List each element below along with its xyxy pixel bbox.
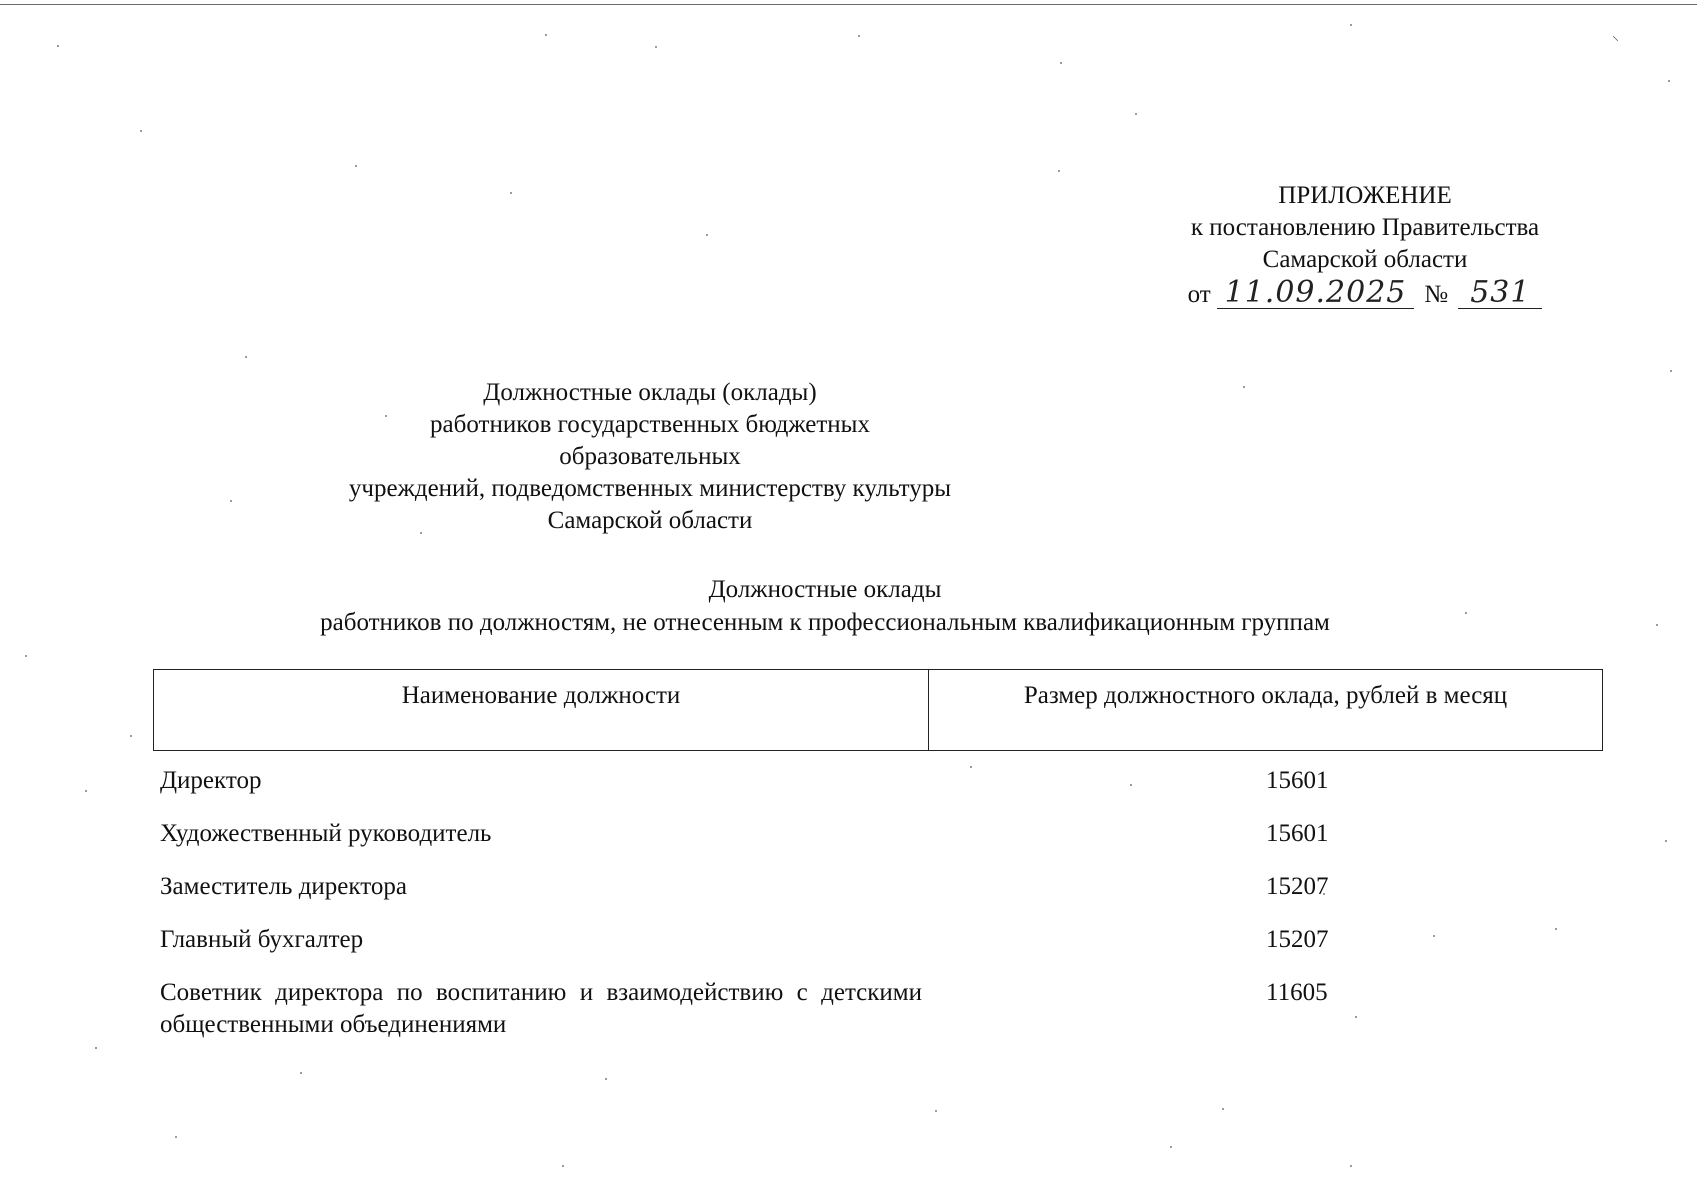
- subtitle-line-2: работников по должностям, не отнесенным к профессиональным квалификационным группам: [320, 609, 1330, 636]
- table-row: [160, 871, 1603, 903]
- scan-corner-mark: ⸜: [1612, 29, 1619, 44]
- salary-value: 15207: [1266, 926, 1329, 953]
- appendix-title: ПРИЛОЖЕНИЕ: [1278, 182, 1452, 209]
- handwritten-number: 531: [1458, 278, 1542, 309]
- table-row: [160, 977, 1603, 1041]
- number-prefix: №: [1424, 281, 1449, 308]
- title-line-4: Самарской области: [547, 507, 753, 534]
- section-subtitle: [150, 573, 1500, 639]
- table-row: [160, 765, 1603, 797]
- appendix-line-1: к постановлению Правительства: [1190, 214, 1540, 241]
- date-prefix: от: [1187, 281, 1211, 308]
- position-name: Директор: [160, 767, 262, 794]
- salary-table-body: [160, 765, 1603, 1062]
- title-line-3: учреждений, подведомственных министерству культуры: [348, 475, 952, 502]
- salary-value: 15601: [1266, 767, 1329, 794]
- salary-table-header: [153, 669, 1603, 751]
- position-name: Художественный руководитель: [160, 820, 492, 847]
- title-line-2: работников государственных бюджетных образовательных: [430, 411, 870, 470]
- table-row: [160, 924, 1603, 956]
- salary-value: 15207: [1266, 873, 1329, 900]
- subtitle-line-1: Должностные оклады: [708, 576, 942, 603]
- document-title: [340, 377, 960, 537]
- appendix-block: [1140, 180, 1590, 311]
- appendix-line-2: Самарской области: [1262, 246, 1468, 273]
- position-name: Заместитель директора: [160, 873, 407, 900]
- header-salary: Размер должностного оклада, рублей в месяц: [1023, 682, 1508, 709]
- handwritten-date: 11.09.2025: [1217, 278, 1414, 309]
- appendix-date-line: [1140, 275, 1590, 311]
- header-position: Наименование должности: [154, 670, 929, 750]
- position-name: Главный бухгалтер: [160, 926, 364, 953]
- top-scan-rule: [0, 4, 1697, 5]
- salary-value: 11605: [1266, 979, 1328, 1006]
- position-name: Советник директора по воспитанию и взаимодействию с детскими общественными объединениями: [160, 979, 922, 1038]
- salary-value: 15601: [1266, 820, 1329, 847]
- table-row: [160, 818, 1603, 850]
- title-line-1: Должностные оклады (оклады): [483, 379, 817, 406]
